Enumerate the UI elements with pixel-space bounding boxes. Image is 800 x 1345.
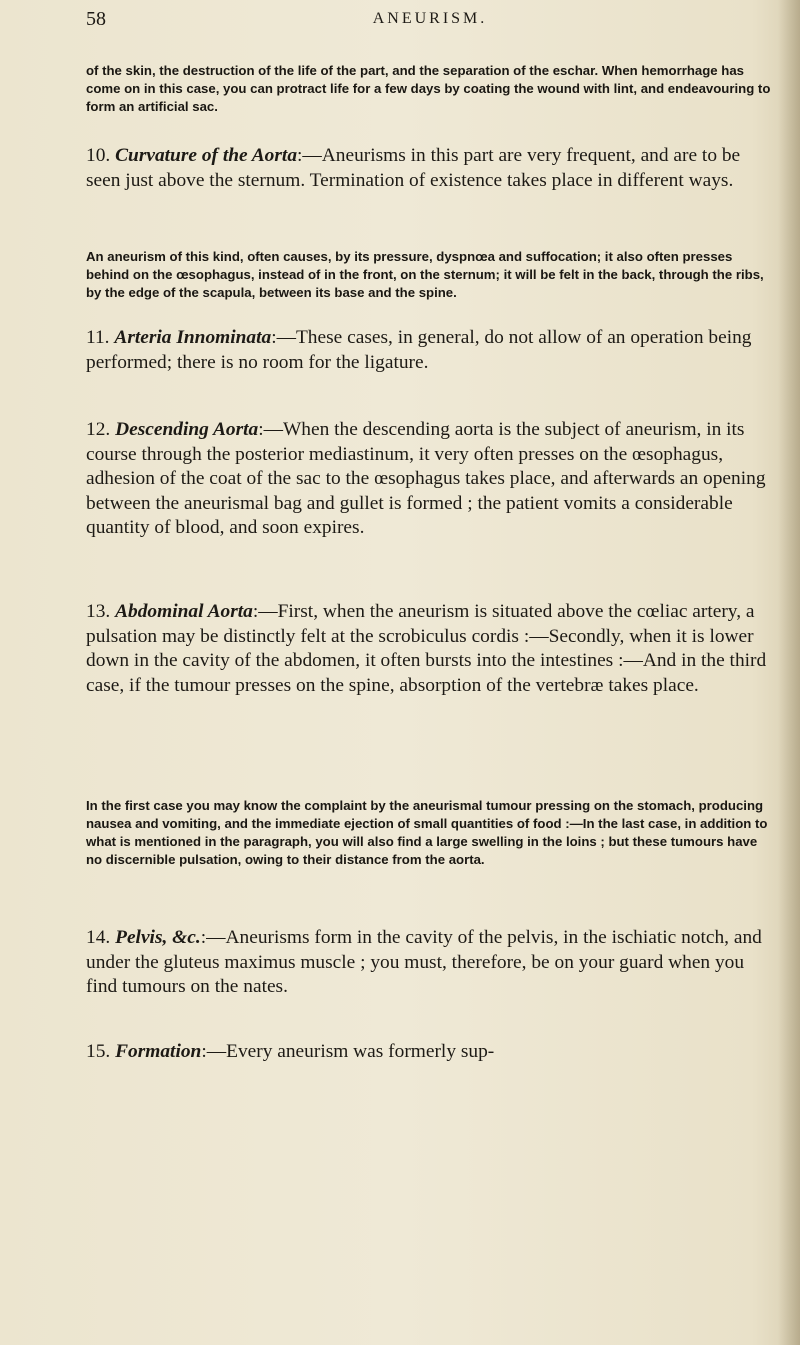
section-14 bbox=[86, 926, 774, 1000]
section-13-number: 13. bbox=[86, 601, 111, 622]
section-12-number: 12. bbox=[86, 419, 111, 440]
intro-paragraph: of the skin, the destruction of the life of the part, and the separation of the eschar. When hemorrhage has come on in this case, you can protract life for a few days by coating the wound with lint, and endeavouring to form an artificial sac. bbox=[86, 63, 771, 114]
section-14-heading: Pelvis, &c. bbox=[115, 927, 201, 948]
section-15-text: :—Every aneurism was formerly sup- bbox=[201, 1041, 495, 1062]
section-15 bbox=[86, 1040, 774, 1065]
section-10-note: An aneurism of this kind, often causes, by its pressure, dyspnœa and suffocation; it also often presses behind on the œsophagus, instead of in the front, on the sternum; it will be felt in the back, through the ribs, by the edge of the scapula, between its base and the spine. bbox=[86, 249, 764, 300]
section-13-text: :—First, when the aneurism is situated above the cœliac artery, a pulsation may be distinctly felt at the scrobiculus cordis :—Secondly, when it is lower down in the cavity of the abdomen, it often bursts into the intestines :—And in the third case, if the tumour presses on the spine, absorption of the vertebræ takes place. bbox=[86, 601, 767, 696]
page-header bbox=[86, 8, 774, 38]
section-14-number: 14. bbox=[86, 927, 111, 948]
page-edge-shadow bbox=[778, 0, 800, 1345]
section-11 bbox=[86, 326, 774, 375]
section-13-heading: Abdominal Aorta bbox=[115, 601, 253, 622]
section-13 bbox=[86, 600, 774, 698]
section-13-note: In the first case you may know the complaint by the aneurismal tumour pressing on the stomach, producing nausea and vomiting, and the immediate ejection of small quantities of food :—In the last case, in addition to what is mentioned in the paragraph, you will also find a large swelling in the loins ; but these tumours have no discernible pulsation, owing to their distance from the aorta. bbox=[86, 798, 768, 867]
section-12 bbox=[86, 418, 774, 541]
page-number: 58 bbox=[86, 8, 106, 30]
section-14-text: :—Aneurisms form in the cavity of the pelvis, in the ischiatic notch, and under the gluteus maximus muscle ; you must, therefore, be on your guard when you find tumours on the nates. bbox=[86, 927, 762, 997]
section-12-heading: Descending Aorta bbox=[115, 419, 259, 440]
section-10-heading: Curvature of the Aorta bbox=[115, 145, 298, 166]
section-11-text: :—These cases, in general, do not allow of an operation being performed; there is no room for the ligature. bbox=[86, 327, 752, 373]
section-11-number: 11. bbox=[86, 327, 110, 348]
section-12-text: :—When the descending aorta is the subject of aneurism, in its course through the posterior mediastinum, it very often presses on the œsophagus, adhesion of the coat of the sac to the œsophagus takes place, and afterwards an opening between the aneurismal bag and gullet is formed ; the patient vomits a considerable quantity of blood, and soon expires. bbox=[86, 419, 766, 538]
section-15-number: 15. bbox=[86, 1041, 111, 1062]
running-title: ANEURISM. bbox=[372, 10, 488, 27]
section-11-heading: Arteria Innominata bbox=[114, 327, 272, 348]
section-15-heading: Formation bbox=[115, 1041, 202, 1062]
section-10-text: :—Aneurisms in this part are very frequent, and are to be seen just above the sternum. Termination of existence takes place in different ways. bbox=[86, 145, 741, 191]
section-10-number: 10. bbox=[86, 145, 111, 166]
section-10 bbox=[86, 144, 774, 193]
